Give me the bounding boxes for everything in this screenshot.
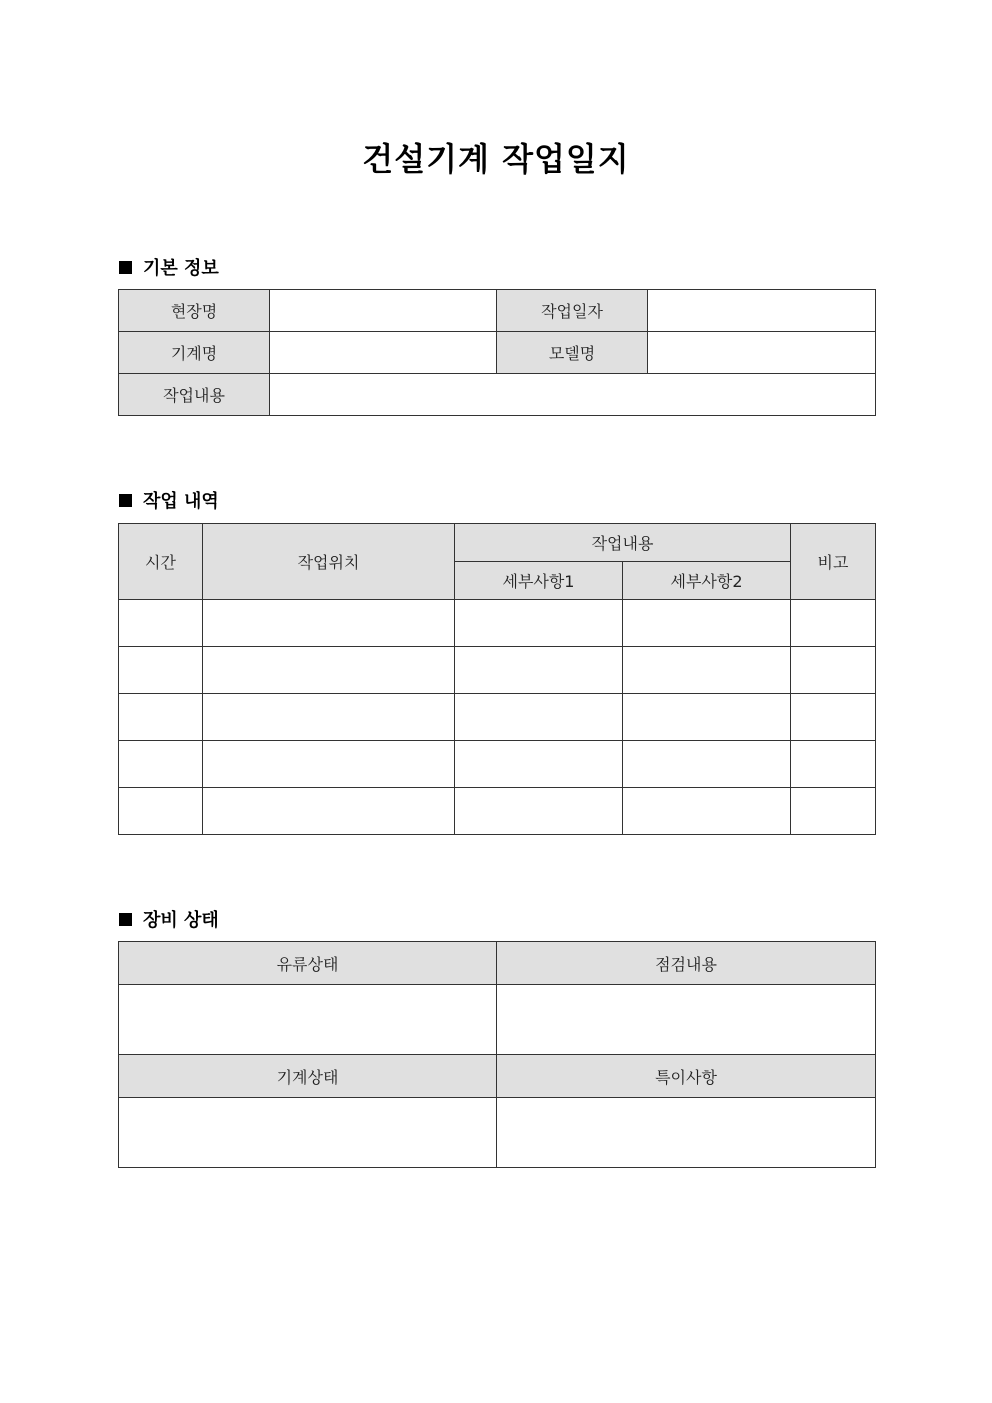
site-name-label: 현장명	[119, 290, 270, 332]
detail1-cell[interactable]	[455, 600, 623, 647]
section-heading-equipment	[119, 906, 219, 932]
detail1-cell[interactable]	[455, 741, 623, 788]
detail1-cell[interactable]	[455, 788, 623, 835]
table-row	[119, 694, 876, 741]
content-header: 작업내용	[455, 524, 791, 562]
machine-name-label: 기계명	[119, 332, 270, 374]
detail2-cell[interactable]	[623, 600, 791, 647]
section-heading-work	[119, 487, 219, 513]
machine-status-field[interactable]	[119, 1098, 497, 1168]
time-cell[interactable]	[119, 694, 203, 741]
time-header: 시간	[119, 524, 203, 600]
model-name-field[interactable]	[648, 332, 876, 374]
inspection-label: 점검내용	[497, 942, 876, 985]
note-cell[interactable]	[791, 788, 876, 835]
detail1-cell[interactable]	[455, 647, 623, 694]
square-bullet-icon	[119, 261, 132, 274]
oil-status-label: 유류상태	[119, 942, 497, 985]
section-heading-basic	[119, 254, 219, 280]
note-cell[interactable]	[791, 741, 876, 788]
square-bullet-icon	[119, 494, 132, 507]
table-row	[119, 788, 876, 835]
note-cell[interactable]	[791, 647, 876, 694]
remarks-field[interactable]	[497, 1098, 876, 1168]
location-cell[interactable]	[203, 694, 455, 741]
detail2-cell[interactable]	[623, 788, 791, 835]
time-cell[interactable]	[119, 741, 203, 788]
time-cell[interactable]	[119, 600, 203, 647]
table-row	[119, 647, 876, 694]
detail2-cell[interactable]	[623, 741, 791, 788]
detail1-cell[interactable]	[455, 694, 623, 741]
note-cell[interactable]	[791, 694, 876, 741]
section-heading-basic-text: 기본 정보	[143, 258, 219, 279]
detail2-header: 세부사항2	[623, 562, 791, 600]
work-log-table	[118, 523, 876, 835]
basic-info-table	[118, 289, 876, 416]
time-cell[interactable]	[119, 647, 203, 694]
oil-status-field[interactable]	[119, 985, 497, 1055]
work-content-label: 작업내용	[119, 374, 270, 416]
location-cell[interactable]	[203, 788, 455, 835]
machine-status-label: 기계상태	[119, 1055, 497, 1098]
section-heading-work-text: 작업 내역	[143, 491, 219, 512]
remarks-label: 특이사항	[497, 1055, 876, 1098]
equipment-status-table	[118, 941, 876, 1168]
section-heading-equipment-text: 장비 상태	[143, 910, 219, 931]
work-date-field[interactable]	[648, 290, 876, 332]
note-header: 비고	[791, 524, 876, 600]
location-cell[interactable]	[203, 741, 455, 788]
detail2-cell[interactable]	[623, 647, 791, 694]
work-date-label: 작업일자	[497, 290, 648, 332]
location-cell[interactable]	[203, 647, 455, 694]
work-content-field[interactable]	[270, 374, 876, 416]
model-name-label: 모델명	[497, 332, 648, 374]
machine-name-field[interactable]	[270, 332, 497, 374]
time-cell[interactable]	[119, 788, 203, 835]
inspection-field[interactable]	[497, 985, 876, 1055]
site-name-field[interactable]	[270, 290, 497, 332]
note-cell[interactable]	[791, 600, 876, 647]
table-row	[119, 600, 876, 647]
table-row	[119, 741, 876, 788]
page-title: 건설기계 작업일지	[362, 140, 630, 178]
detail2-cell[interactable]	[623, 694, 791, 741]
square-bullet-icon	[119, 913, 132, 926]
location-header: 작업위치	[203, 524, 455, 600]
detail1-header: 세부사항1	[455, 562, 623, 600]
location-cell[interactable]	[203, 600, 455, 647]
